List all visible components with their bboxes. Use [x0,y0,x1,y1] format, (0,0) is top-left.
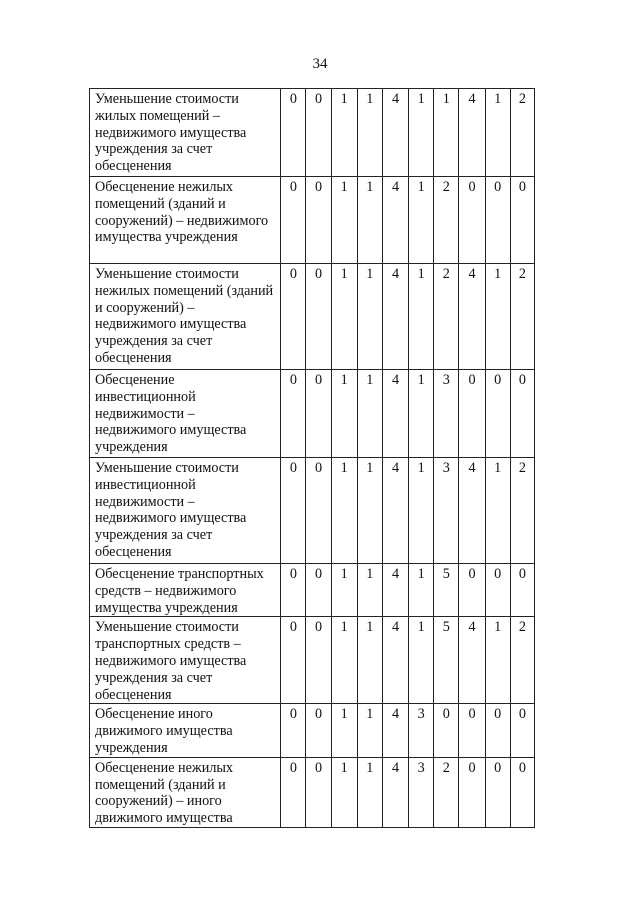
code-digit: 2 [434,177,459,264]
code-digit: 1 [357,704,382,757]
code-digit: 1 [331,89,357,177]
code-digit: 0 [510,370,534,458]
table-row [90,704,535,757]
code-digit: 1 [331,177,357,264]
code-digit: 1 [357,264,382,370]
code-digit: 0 [281,704,306,757]
row-name: Обесценение инвестиционной недвижимости – недвижимого имущества учреждения [90,370,281,458]
code-digit: 4 [459,617,485,704]
code-digit: 1 [409,617,434,704]
code-digit: 0 [281,564,306,617]
code-digit: 0 [281,89,306,177]
code-digit: 1 [331,704,357,757]
row-name: Уменьшение стоимости транспортных средств – недвижимого имущества учреждения за счет обесценения [90,617,281,704]
table-row [90,177,535,264]
code-digit: 2 [434,757,459,827]
code-digit: 0 [459,370,485,458]
table-row [90,564,535,617]
code-digit: 0 [459,704,485,757]
code-digit: 0 [459,757,485,827]
code-digit: 0 [306,264,331,370]
row-name: Обесценение транспортных средств – недвижимого имущества учреждения [90,564,281,617]
row-name: Обесценение нежилых помещений (зданий и сооружений) – иного движимого имущества [90,757,281,827]
code-digit: 3 [434,458,459,564]
code-digit: 0 [306,458,331,564]
code-digit: 2 [510,458,534,564]
table-row [90,264,535,370]
code-digit: 2 [510,264,534,370]
code-digit: 1 [331,370,357,458]
code-digit: 1 [485,458,510,564]
code-digit: 0 [306,370,331,458]
code-digit: 0 [281,177,306,264]
code-digit: 0 [306,757,331,827]
code-digit: 0 [306,564,331,617]
code-digit: 1 [331,617,357,704]
code-digit: 1 [357,757,382,827]
code-digit: 1 [331,564,357,617]
code-digit: 3 [409,757,434,827]
code-digit: 2 [510,89,534,177]
code-digit: 0 [281,617,306,704]
code-digit: 1 [485,264,510,370]
code-digit: 1 [409,177,434,264]
account-codes-table [89,88,535,828]
code-digit: 4 [382,757,408,827]
code-digit: 0 [485,177,510,264]
row-name: Обесценение нежилых помещений (зданий и сооружений) – недвижимого имущества учреждения [90,177,281,264]
code-digit: 4 [382,458,408,564]
code-digit: 1 [434,89,459,177]
code-digit: 1 [357,458,382,564]
code-digit: 0 [306,704,331,757]
code-digit: 0 [485,757,510,827]
code-digit: 5 [434,617,459,704]
row-name: Уменьшение стоимости инвестиционной недвижимости – недвижимого имущества учреждения за счет обесценения [90,458,281,564]
code-digit: 1 [357,370,382,458]
row-name: Уменьшение стоимости нежилых помещений (зданий и сооружений) – недвижимого имущества учреждения за счет обесценения [90,264,281,370]
code-digit: 1 [409,458,434,564]
code-digit: 4 [382,89,408,177]
code-digit: 1 [409,89,434,177]
code-digit: 0 [510,564,534,617]
page-number: 34 [312,56,328,72]
code-digit: 2 [434,264,459,370]
code-digit: 0 [281,370,306,458]
code-digit: 0 [510,757,534,827]
code-digit: 0 [281,264,306,370]
code-digit: 4 [459,264,485,370]
code-digit: 0 [459,177,485,264]
code-digit: 0 [485,704,510,757]
code-digit: 0 [281,458,306,564]
code-digit: 3 [409,704,434,757]
code-digit: 2 [510,617,534,704]
code-digit: 4 [459,89,485,177]
code-digit: 4 [382,564,408,617]
code-digit: 3 [434,370,459,458]
code-digit: 1 [409,370,434,458]
code-digit: 1 [409,264,434,370]
code-digit: 1 [331,458,357,564]
code-digit: 1 [331,757,357,827]
code-digit: 1 [331,264,357,370]
code-digit: 0 [434,704,459,757]
code-digit: 1 [357,564,382,617]
code-digit: 1 [357,177,382,264]
code-digit: 0 [281,757,306,827]
code-digit: 4 [382,704,408,757]
table-row [90,757,535,827]
table-row [90,617,535,704]
code-digit: 4 [382,370,408,458]
table-body [90,89,535,828]
table-row [90,370,535,458]
table-row [90,458,535,564]
code-digit: 4 [382,617,408,704]
code-digit: 0 [306,89,331,177]
code-digit: 1 [357,617,382,704]
code-digit: 1 [485,89,510,177]
code-digit: 0 [510,177,534,264]
code-digit: 4 [382,177,408,264]
table-row [90,89,535,177]
row-name: Обесценение иного движимого имущества учреждения [90,704,281,757]
code-digit: 4 [459,458,485,564]
code-digit: 0 [510,704,534,757]
code-digit: 0 [459,564,485,617]
code-digit: 0 [306,617,331,704]
code-digit: 5 [434,564,459,617]
row-name: Уменьшение стоимости жилых помещений – недвижимого имущества учреждения за счет обесценения [90,89,281,177]
code-digit: 4 [382,264,408,370]
code-digit: 1 [357,89,382,177]
code-digit: 1 [485,617,510,704]
code-digit: 0 [306,177,331,264]
code-digit: 0 [485,370,510,458]
code-digit: 1 [409,564,434,617]
code-digit: 0 [485,564,510,617]
